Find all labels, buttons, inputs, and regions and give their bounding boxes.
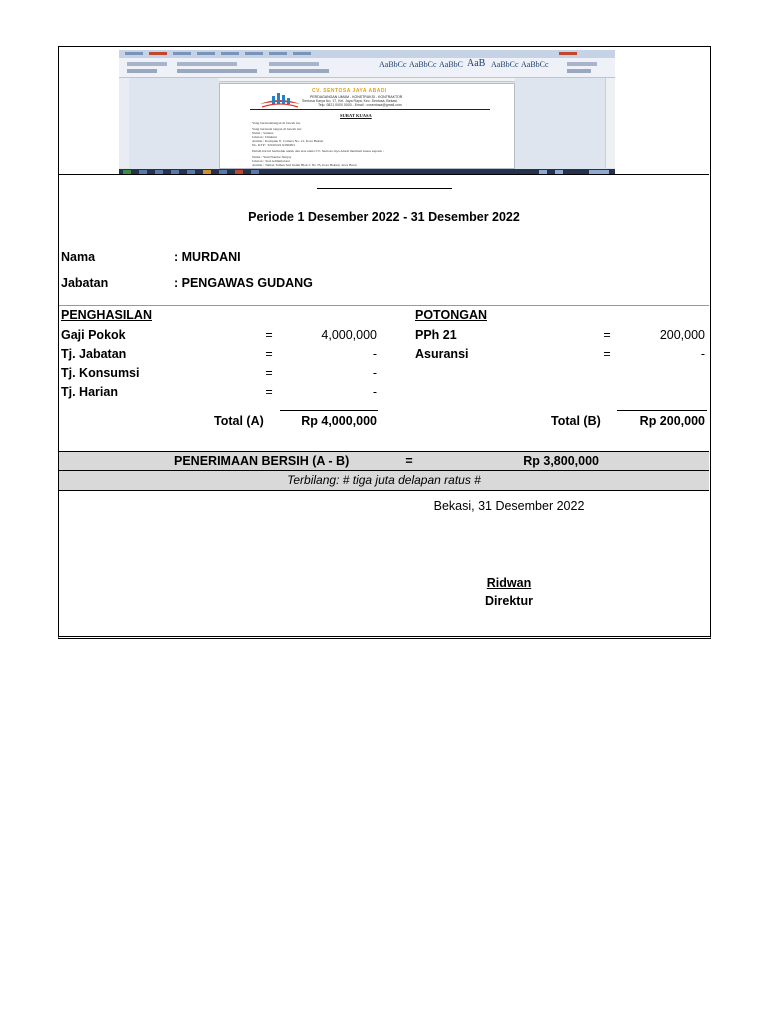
document-page — [219, 83, 515, 169]
deduction-equals: = — [603, 328, 611, 342]
letter-line: Nama : Sutisna — [252, 131, 274, 135]
header-screenshot — [59, 47, 709, 175]
income-equals: = — [265, 328, 273, 342]
ribbon-toolbar: AaBbCc AaBbCc AaBbC AaB AaBbCc AaBbCc — [119, 58, 615, 78]
name-label: Nama — [61, 250, 96, 264]
name-value: : MURDANI — [174, 250, 241, 264]
deduction-total-rule — [617, 410, 707, 411]
amount-in-words: Terbilang: # tiga juta delapan ratus # — [287, 473, 481, 487]
embedded-word-screenshot — [119, 50, 615, 175]
net-pay-value: Rp 3,800,000 — [523, 454, 599, 468]
company-business: PERDAGANGAN UMUM - KONSTRUKSI - KONTRAKTOR — [310, 95, 403, 99]
vertical-scrollbar — [605, 78, 615, 168]
deduction-label: Asuransi — [415, 347, 469, 361]
deduction-value: - — [700, 347, 705, 361]
letter-line: Nama : Yuni Nandar Sunjay — [252, 155, 292, 159]
section-divider — [59, 305, 709, 306]
net-pay-row — [59, 451, 709, 471]
income-equals: = — [265, 385, 273, 399]
position-label: Jabatan — [61, 276, 109, 290]
deduction-heading: POTONGAN — [415, 308, 487, 322]
letter-line: Yang bertanda tangan di bawah ini : — [252, 127, 303, 131]
company-address: Sentosa Karya No. 17, Kel. Jaya Raya, Kec. Sentosa, Bekasi — [302, 99, 397, 103]
pay-period: Periode 1 Desember 2022 - 31 Desember 2022 — [248, 210, 520, 224]
ribbon-tabs — [119, 50, 615, 58]
income-total-label: Total (A) — [214, 414, 264, 428]
income-heading: PENGHASILAN — [61, 308, 152, 322]
letter-title: SURAT KUASA — [340, 113, 372, 118]
letter-line: Jabatan : Direktur — [252, 135, 278, 139]
income-label: Gaji Pokok — [61, 328, 126, 342]
deduction-value: 200,000 — [659, 328, 705, 342]
ruler — [219, 78, 515, 82]
income-label: Tj. Konsumsi — [61, 366, 140, 380]
deduction-total-label: Total (B) — [551, 414, 601, 428]
taskbar — [119, 169, 615, 175]
income-equals: = — [265, 366, 273, 380]
income-value: - — [372, 385, 377, 399]
letterhead-divider — [250, 109, 490, 110]
title-divider — [317, 188, 452, 189]
income-value: 4,000,000 — [321, 328, 377, 342]
position-value: : PENGAWAS GUDANG — [174, 276, 313, 290]
income-total-value: Rp 4,000,000 — [301, 414, 377, 428]
signatory-name: Ridwan — [486, 576, 532, 590]
salary-slip — [58, 46, 711, 639]
company-name: CV. SENTOSA JAYA ABADI — [312, 88, 387, 94]
income-total-rule — [280, 410, 378, 411]
income-label: Tj. Jabatan — [61, 347, 127, 361]
letter-line: Jabatan : Staf Administrasi — [252, 159, 290, 163]
left-margin — [119, 78, 129, 168]
signatory-title: Direktur — [485, 594, 533, 608]
deduction-label: PPh 21 — [415, 328, 457, 342]
deduction-total-value: Rp 200,000 — [639, 414, 705, 428]
company-logo-icon — [258, 90, 302, 110]
letter-line: Alamat : Taman Taman Sari Indah Blok C No 35, Kota Bekasi, Jawa Barat — [252, 163, 357, 167]
income-value: - — [372, 347, 377, 361]
net-pay-label: PENERIMAAN BERSIH (A - B) — [174, 454, 350, 468]
net-pay-equals: = — [405, 454, 413, 468]
letter-line: No. KTP : 3201022211090001 — [252, 143, 296, 147]
company-contact: Telp. 0821 0000 0000 - Email : cvsentosa@gmail.com — [318, 103, 402, 107]
income-equals: = — [265, 347, 273, 361]
income-label: Tj. Harian — [61, 385, 118, 399]
amount-in-words-row — [59, 471, 709, 491]
income-value: - — [372, 366, 377, 380]
letter-line: Yang bertandatangan di bawah ini, — [252, 121, 301, 125]
letter-line: No. KTP : 3201011100000000 — [252, 167, 295, 169]
deduction-equals: = — [603, 347, 611, 361]
letter-line: Alamat : Komplek Jl. Cemara No. 21, Kota Bekasi — [252, 139, 324, 143]
letter-line: Dalam hal ini bertindak untuk dan atas nama CV. Sentosa Jaya Abadi memberi kuasa kepada : — [252, 149, 384, 153]
place-date: Bekasi, 31 Desember 2022 — [433, 499, 585, 513]
